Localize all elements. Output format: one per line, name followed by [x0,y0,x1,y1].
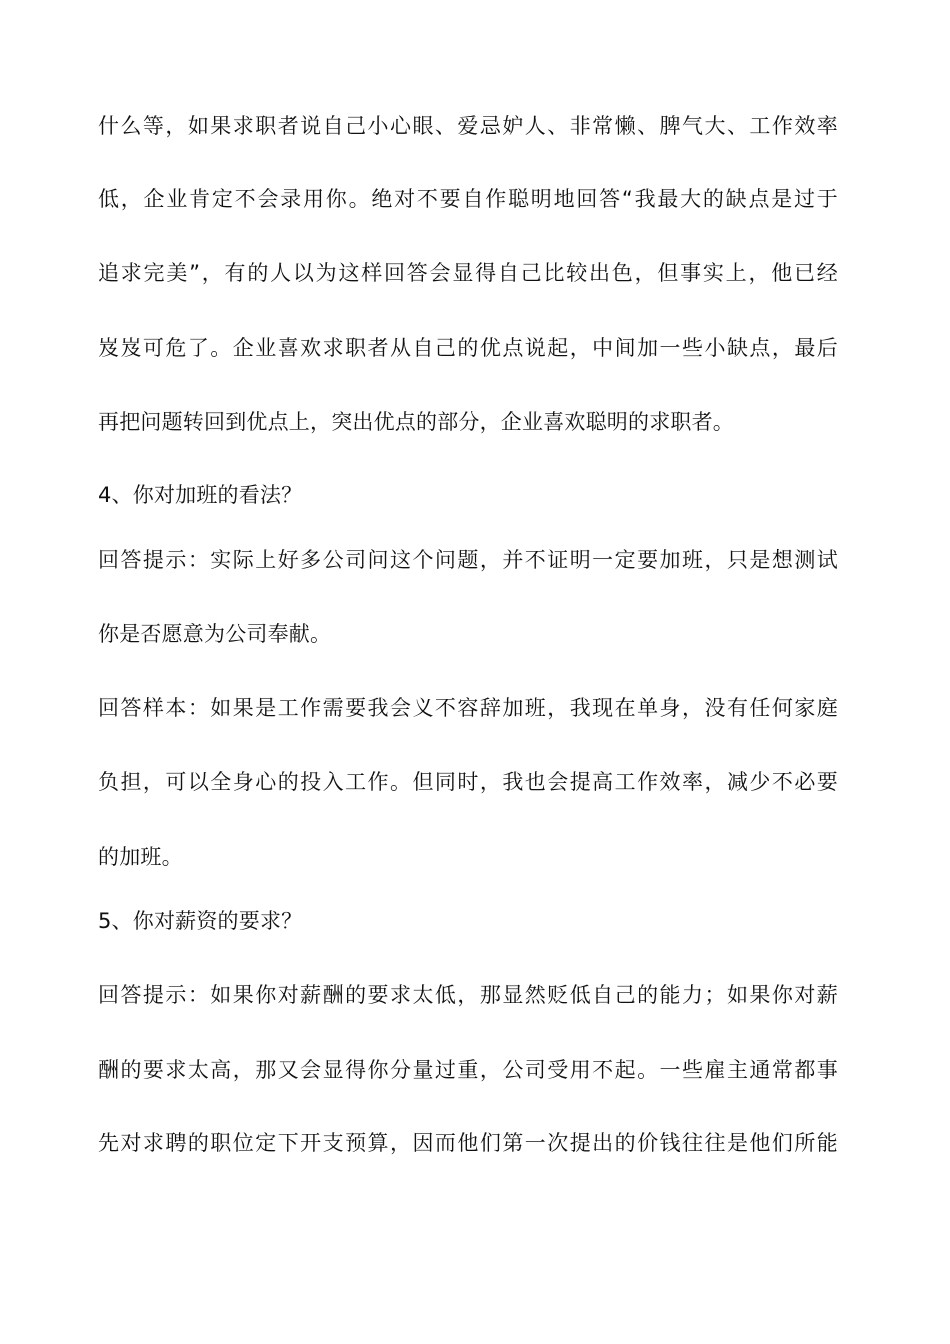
text-line: 回答提示：实际上好多公司问这个问题，并不证明一定要加班，只是想测试 [98,548,838,572]
text-line: 岌岌可危了。企业喜欢求职者从自己的优点说起，中间加一些小缺点，最后 [98,336,838,360]
text-line: 什么等，如果求职者说自己小心眼、爱忌妒人、非常懒、脾气大、工作效率 [98,114,838,138]
text-line: 你是否愿意为公司奉献。 [98,622,332,646]
text-line: 再把问题转回到优点上，突出优点的部分，企业喜欢聪明的求职者。 [98,410,734,434]
question-heading: 4、你对加班的看法？ [98,483,303,507]
text-line: 回答样本：如果是工作需要我会义不容辞加班，我现在单身，没有任何家庭 [98,696,838,720]
text-line: 的加班。 [98,845,183,869]
text-line: 追求完美”，有的人以为这样回答会显得自己比较出色，但事实上，他已经 [98,261,838,285]
question-heading: 5、你对薪资的要求？ [98,909,303,933]
text-line: 低，企业肯定不会录用你。绝对不要自作聪明地回答“我最大的缺点是过于 [98,187,838,211]
text-line: 酬的要求太高，那又会显得你分量过重，公司受用不起。一些雇主通常都事 [98,1058,838,1082]
text-line: 负担，可以全身心的投入工作。但同时，我也会提高工作效率，减少不必要 [98,770,838,794]
text-line: 回答提示：如果你对薪酬的要求太低，那显然贬低自己的能力；如果你对薪 [98,983,838,1007]
text-line: 先对求聘的职位定下开支预算，因而他们第一次提出的价钱往往是他们所能 [98,1131,838,1155]
